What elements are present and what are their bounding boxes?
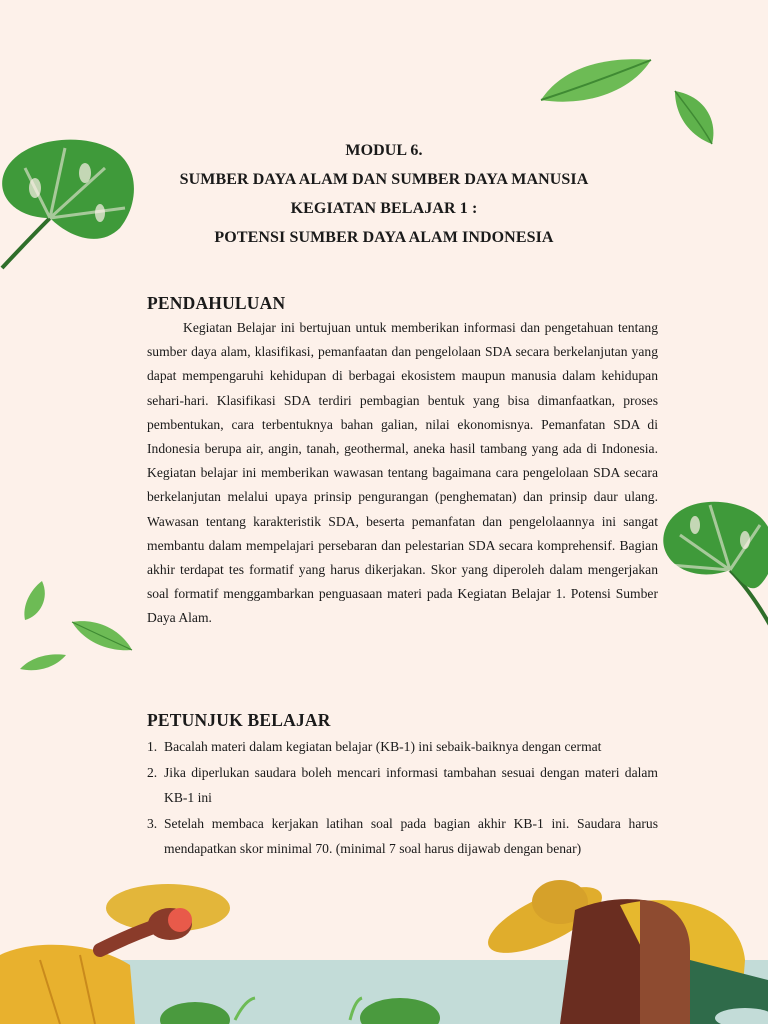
- module-number: MODUL 6.: [345, 142, 423, 159]
- list-item: [147, 811, 658, 862]
- list-item-number: 2.: [147, 764, 158, 780]
- activity-number: KEGIATAN BELAJAR 1 :: [290, 200, 478, 217]
- leaf-left-1-icon: [20, 578, 50, 623]
- leaf-top-right-icon: [536, 52, 656, 112]
- instruction-list: [147, 734, 658, 862]
- leaf-left-2-icon: [70, 618, 135, 654]
- list-item-number: 3.: [147, 815, 158, 831]
- list-item-text: Setelah membaca kerjakan latihan soal pada bagian akhir KB-1 ini. Saudara harus mendapatkan skor minimal 70. (minimal 7 soal harus dijawab dengan benar): [164, 815, 658, 856]
- module-title: SUMBER DAYA ALAM DAN SUMBER DAYA MANUSIA: [179, 171, 589, 188]
- list-item-text: Jika diperlukan saudara boleh mencari informasi tambahan sesuai dengan materi dalam KB-1 ini: [164, 764, 658, 805]
- list-item-text: Bacalah materi dalam kegiatan belajar (KB-1) ini sebaik-baiknya dengan cermat: [164, 739, 602, 754]
- petunjuk-heading: PETUNJUK BELAJAR: [147, 710, 331, 730]
- list-item: [147, 760, 658, 811]
- module-header: [0, 136, 768, 252]
- farmer-illustration: [0, 880, 768, 1024]
- leaf-left-3-icon: [18, 651, 68, 673]
- list-item: [147, 734, 658, 760]
- pendahuluan-text: Kegiatan Belajar ini bertujuan untuk memberikan informasi dan pengetahuan tentang sumber daya alam, klasifikasi, pemanfaatan dan pengelolaan SDA secara berkelanjutan yang dapat mempengaruhi kehidupan di berbagai ekosistem maupun manusia dalam kehidupan sehari-hari. Klasifikasi SDA terdiri pembagian bentuk yang bisa dimanfaatkan, proses pembentukan, cara terbentuknya bahan galian, nilai ekonomisnya. Pemanfatan SDA di Indonesia berupa air, angin, tanah, geothermal, aneka hasil tambang yang ada di Indonesia. Kegiatan belajar ini memberikan wawasan tentang bagaimana cara pengelolaan SDA secara berkelanjutan melalui upaya prinsip pengurangan (penghematan) dan prinsip daur ulang. Wawasan tentang karakteristik SDA, beserta pemanfatan dan pengelolaannya ini sangat membantu dalam mempelajari persebaran dan pelestarian SDA secara komprehensif. Bagian akhir terdapat tes formatif yang harus dikerjakan. Skor yang diperoleh dalam mengerjakan soal formatif menggambarkan penguasaan materi pada Kegiatan Belajar 1. Potensi Sumber Daya Alam.: [147, 320, 658, 626]
- monstera-leaf-right-icon: [650, 495, 768, 635]
- activity-title: POTENSI SUMBER DAYA ALAM INDONESIA: [214, 229, 554, 246]
- list-item-number: 1.: [147, 739, 158, 754]
- pendahuluan-heading: PENDAHULUAN: [147, 293, 286, 313]
